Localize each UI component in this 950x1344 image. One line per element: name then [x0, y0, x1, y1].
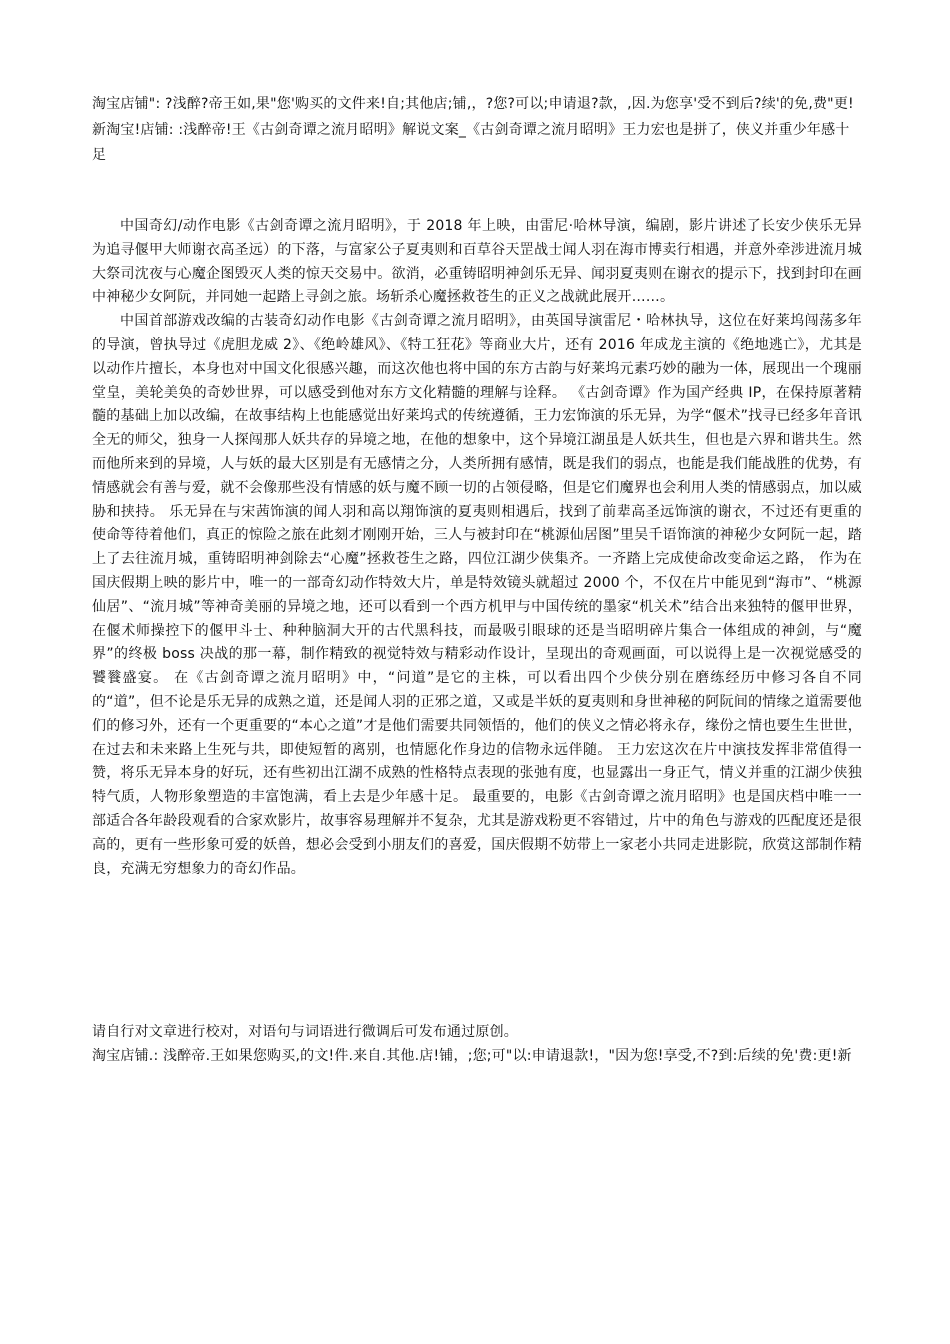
document-footer — [92, 1020, 867, 1068]
article-body — [92, 215, 862, 881]
store-watermark-text: 淘宝店铺.: 浅醉帝.王如果您购买,的文!件.来自.其他.店!铺，;您;可"以:申请退款!，"因为您!享受,不?到:后续的免'费:更!新 — [92, 1048, 852, 1064]
article-paragraph-1: 中国奇幻/动作电影《古剑奇谭之流月昭明》，于 2018 年上映，由雷尼·哈林导演，编剧，影片讲述了长安少侠乐无异为追寻偃甲大师谢衣高圣远）的下落，与富家公子夏夷则和百草谷天罡战士闻人羽在海市博卖行相遇，并意外牵涉进流月城大祭司沈夜与心魔企图毁灭人类的惊天交易中。欲消，必重铸昭明神剑乐无异、闻羽夏夷则在谢衣的提示下，找到封印在画中神秘少女阿阮，并同她一起踏上寻剑之旅。场斩杀心魔拯救苍生的正义之战就此展开……。 — [92, 218, 862, 306]
document-header: 淘宝店铺": ?浅醉?帝王如,果"您'购买的文件来!自;其他店;铺,，?您?可以;申请退?款，,因.为您享'受不到后?续'的免,费"更!新淘宝!店铺: :浅醉帝!王《古剑奇谭之流月昭明》解说文案_《古剑奇谭之流月昭明》王力宏也是拼了，侠义并重少年感十足 — [92, 96, 854, 163]
article-paragraph-2: 中国首部游戏改编的古装奇幻动作电影《古剑奇谭之流月昭明》，由英国导演雷尼・哈林执导，这位在好莱坞闯荡多年的导演，曾执导过《虎胆龙威 2》、《绝岭雄风》、《特工狂花》等商业大片，还有 2016 年成龙主演的《绝地逃亡》，尤其是以动作片擅长，本身也对中国文化很感兴趣，而这次他也将中国的东方古韵与好莱坞元素巧妙的融为一体，展现出一个瑰丽堂皇，美轮美奂的奇妙世界，可以感受到他对东方文化精髓的理解与诠释。 《古剑奇谭》作为国产经典 IP，在保持原著精髓的基础上加以改编，在故事结构上也能感觉出好莱坞式的传统遵循，王力宏饰演的乐无异，为学“偃术”找寻已经多年音讯全无的师父，独身一人探闯那人妖共存的异境之地，在他的想象中，这个异境江湖虽是人妖共生，但也是六界和谐共生。然而他所来到的异境，人与妖的最大区别是有无感情之分，人类所拥有感情，既是我们的弱点，也能是我们能战胜的优势，有情感就会有善与爱，就不会像那些没有情感的妖与魔不顾一切的占领侵略，但是它们魔界也会利用人类的情感弱点，加以威胁和挟持。 乐无异在与宋茜饰演的闻人羽和高以翔饰演的夏夷则相遇后，找到了前辈高圣远饰演的谢衣，不过还有更重的使命等待着他们，真正的惊险之旅在此刻才刚刚开始，三人与被封印在“桃源仙居图”里吴千语饰演的神秘少女阿阮一起，踏上了去往流月城，重铸昭明神剑除去“心魔”拯救苍生之路，四位江湖少侠集齐。一齐踏上完成使命改变命运之路， 作为在国庆假期上映的影片中，唯一的一部奇幻动作特效大片，单是特效镜头就超过 2000 个，不仅在片中能见到“海市”、“桃源仙居”、“流月城”等神奇美丽的异境之地，还可以看到一个西方机甲与中国传统的墨家“机关术”结合出来独特的偃甲世界，在偃术师操控下的偃甲斗士、种种脑洞大开的古代黑科技，而最吸引眼球的还是当昭明碎片集合一体组成的神剑，与“魔界”的终极 boss 决战的那一幕，制作精致的视觉特效与精彩动作设计，呈现出的奇观画面，可以说得上是一次视觉感受的饕餮盛宴。 在《古剑奇谭之流月昭明》中，“问道”是它的主株，可以看出四个少侠分别在磨练经历中修习各自不同的“道”，但不论是乐无异的成熟之道，还是闻人羽的正邪之道，又或是半妖的夏夷则和身世神秘的阿阮间的情缘之道需要他们的修习外，还有一个更重要的“本心之道”才是他们需要共同领悟的，他们的侠义之情必将永存，缘份之情也要生生世世，在过去和未来路上生死与共，即使短暂的离别，也情愿化作身边的信物永远伴随。 王力宏这次在片中演技发挥非常值得一赞，将乐无异本身的好玩，还有些初出江湖不成熟的性格特点表现的张弛有度，也显露出一身正气，情义并重的江湖少侠独特气质，人物形象塑造的丰富饱满，看上去是少年感十足。 最重要的，电影《古剑奇谭之流月昭明》也是国庆档中唯一一部适合各年龄段观看的合家欢影片，故事容易理解并不复杂，尤其是游戏粉更不容错过，片中的角色与游戏的匹配度还是很高的，更有一些形象可爱的妖兽，想必会受到小朋友们的喜爱，国庆假期不妨带上一家老小共同走进影院，欣赏这部制作精良，充满无穷想象力的奇幻作品。 — [92, 313, 862, 877]
proofread-note: 请自行对文章进行校对，对语句与词语进行微调后可发布通过原创。 — [92, 1024, 518, 1040]
